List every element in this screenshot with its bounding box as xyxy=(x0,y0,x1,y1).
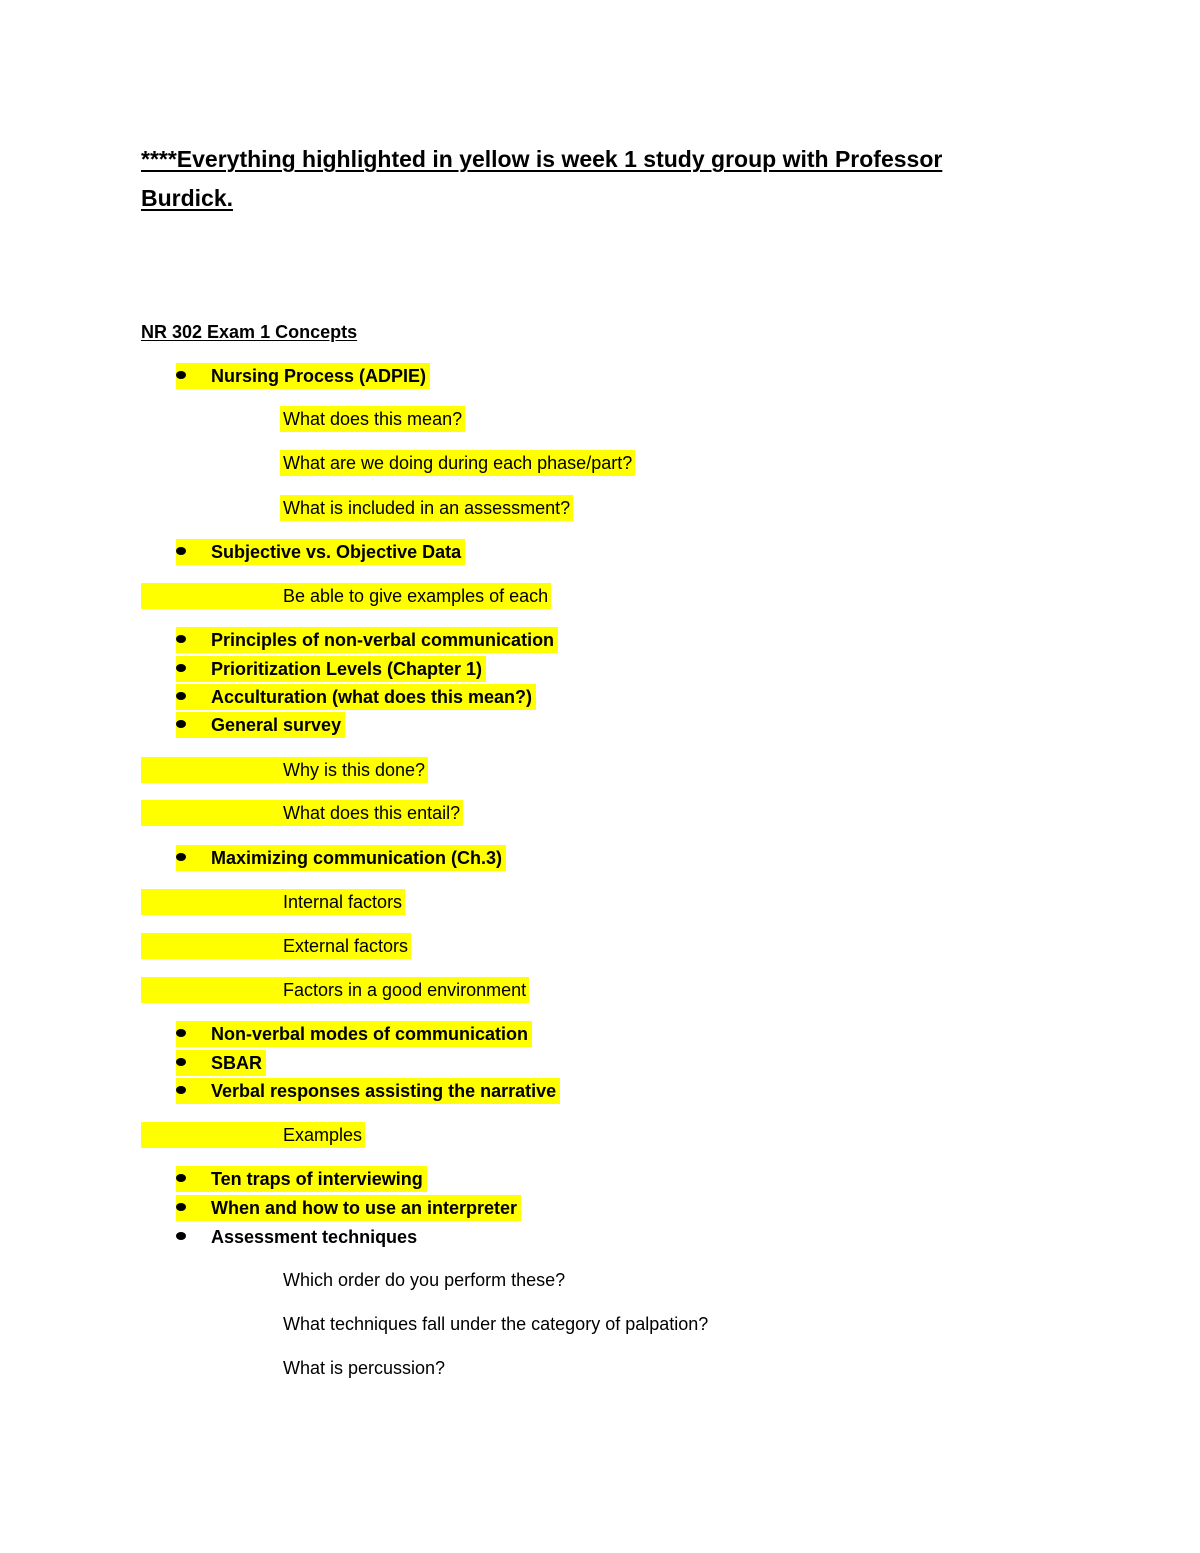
bullet-item-text: Principles of non-verbal communication xyxy=(207,627,558,653)
bullet-icon xyxy=(176,1174,186,1182)
bullet-icon xyxy=(176,692,186,700)
document-title-line-1: ****Everything highlighted in yellow is week 1 study group with Professor xyxy=(141,146,943,172)
bullet-icon xyxy=(176,720,186,728)
sub-item-text: What is percussion? xyxy=(283,1358,446,1378)
bullet-icon xyxy=(176,1058,186,1066)
sub-item-text: Internal factors xyxy=(280,889,405,915)
bullet-item-text: When and how to use an interpreter xyxy=(207,1195,521,1221)
sub-item-text: What are we doing during each phase/part? xyxy=(280,450,635,476)
bullet-item-text: SBAR xyxy=(207,1050,266,1076)
bullet-icon xyxy=(176,1232,186,1240)
bullet-icon xyxy=(176,664,186,672)
highlight-mark xyxy=(141,800,283,826)
sub-item-text: Which order do you perform these? xyxy=(283,1270,566,1290)
bullet-item-text: Acculturation (what does this mean?) xyxy=(207,684,536,710)
highlight-mark xyxy=(141,889,283,915)
highlight-mark xyxy=(141,583,283,609)
sub-item-text: Why is this done? xyxy=(280,757,428,783)
bullet-item-text: Non-verbal modes of communication xyxy=(207,1021,532,1047)
highlight-mark xyxy=(141,1122,283,1148)
bullet-item-text: Verbal responses assisting the narrative xyxy=(207,1078,560,1104)
sub-item-text: Examples xyxy=(280,1122,365,1148)
sub-item-text: What does this mean? xyxy=(280,406,465,432)
bullet-item-text: Assessment techniques xyxy=(211,1227,418,1247)
highlight-mark xyxy=(141,977,283,1003)
highlight-mark xyxy=(141,933,283,959)
sub-item-text: What is included in an assessment? xyxy=(280,495,573,521)
document-subtitle: NR 302 Exam 1 Concepts xyxy=(141,322,358,342)
bullet-icon xyxy=(176,1203,186,1211)
bullet-icon xyxy=(176,1086,186,1094)
bullet-icon xyxy=(176,635,186,643)
bullet-icon xyxy=(176,1029,186,1037)
bullet-item-text: General survey xyxy=(207,712,345,738)
bullet-icon xyxy=(176,853,186,861)
bullet-item-text: Maximizing communication (Ch.3) xyxy=(207,845,506,871)
sub-item-text: What does this entail? xyxy=(280,800,463,826)
bullet-item-text: Nursing Process (ADPIE) xyxy=(207,363,430,389)
sub-item-text: External factors xyxy=(280,933,411,959)
document-title-line-2: Burdick. xyxy=(141,185,234,211)
highlight-mark xyxy=(141,757,283,783)
bullet-item-text: Subjective vs. Objective Data xyxy=(207,539,465,565)
bullet-icon xyxy=(176,371,186,379)
sub-item-text: What techniques fall under the category of palpation? xyxy=(283,1314,709,1334)
sub-item-text: Factors in a good environment xyxy=(280,977,529,1003)
bullet-item-text: Prioritization Levels (Chapter 1) xyxy=(207,656,486,682)
bullet-icon xyxy=(176,547,186,555)
bullet-item-text: Ten traps of interviewing xyxy=(207,1166,427,1192)
sub-item-text: Be able to give examples of each xyxy=(280,583,551,609)
